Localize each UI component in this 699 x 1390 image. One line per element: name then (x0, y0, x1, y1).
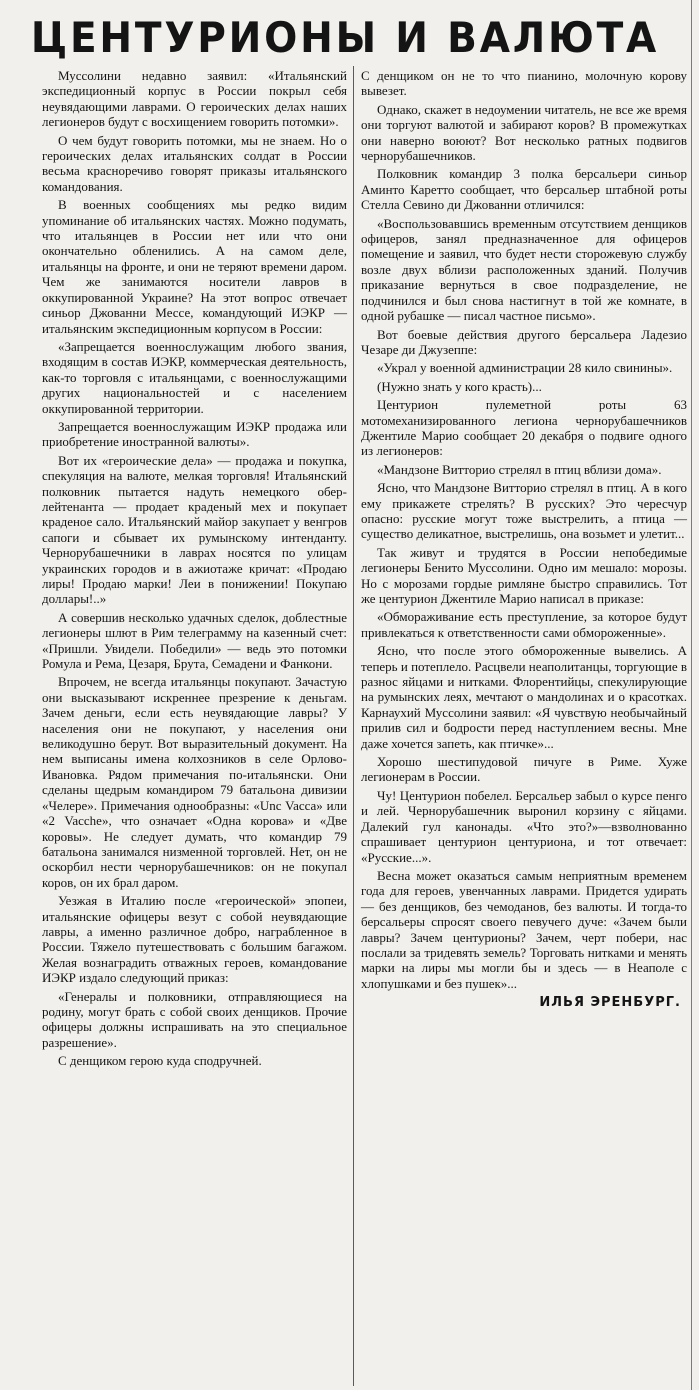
paragraph: А совершив несколько удачных сделок, доблестные легионеры шлют в Рим телеграмму на казенный счет: «Пришли. Увидели. Победили» — ведь это потомки Ромула и Рема, Цезаря, Брута, Семадени и Фанкони. (42, 609, 347, 672)
left-column (42, 68, 347, 1072)
paragraph: Хорошо шестипудовой пичуге в Риме. Хуже легионерам в России. (361, 754, 687, 785)
paragraph: О чем будут говорить потомки, мы не знаем. Но о героических делах итальянских солдат в России весьма красноречиво говорят приказы итальянского командования. (42, 132, 347, 194)
paragraph: Однако, скажет в недоумении читатель, не все же время они торгуют валютой и забирают коров? В промежутках они наверно воюют? Вот несколько ратных подвигов чернорубашечников. (361, 101, 687, 164)
page-edge-rule (691, 0, 692, 1390)
paragraph: «Обмораживание есть преступление, за которое будут привлекаться к ответственности сами обмороженные». (361, 609, 687, 640)
paragraph: С денщиком герою куда сподручней. (58, 1053, 262, 1069)
paragraph: С денщиком он не то что пианино, молочную корову вывезет. (361, 68, 687, 99)
paragraph: Запрещается военнослужащим ИЭКР продажа или приобретение иностранной валюты». (42, 418, 347, 450)
paragraph: Чу! Центурион побелел. Берсальер забыл о курсе пенго и лей. Чернорубашечник выронил корзину с яйцами. Далекий гул канонады. «Что это?»—взволнованно спрашивает центурион центуриона, и тот отвечает: «Русские...». (361, 787, 687, 865)
paragraph: Впрочем, не всегда итальянцы покупают. Зачастую они высказывают искреннее презрение к деньгам. Зачем деньги, если есть неувядающие лавры? У населения они не покупают, у населения они великодушно берут. Вот выразительный документ. На нем выписаны имена колхозников в селе Орлово-Ивановка. Рядом примечания по-итальянски. Они сделаны щедрым командиром 79 батальона дивизии «Челере». Примечания однообразны: «Unc Vacca» или «2 Vacche», что означает «Одна корова» и «Две коровы». Не следует думать, что командир 79 батальона занимался низменной торговлей. Нет, он не оскорбил нести чернорубашечников: он не покупал коров, он их брал даром. (42, 674, 347, 890)
paragraph: «Украл у военной администрации 28 кило свинины». (377, 360, 673, 376)
paragraph: «Генералы и полковники, отправляющиеся на родину, могут брать с собой своих денщиков. Прочие офицеры должны испрашивать на это специальное разрешение». (42, 988, 347, 1050)
headline: ЦЕНТУРИОНЫ И ВАЛЮТА (30, 13, 660, 62)
paragraph: «Мандзоне Витторио стрелял в птиц вблизи дома». (377, 461, 662, 477)
column-divider (353, 66, 354, 1386)
paragraph: Полковник командир 3 полка берсальери синьор Аминто Каретто сообщает, что берсальер штабной роты Стелла Севино ди Джованни отличился: (361, 166, 687, 213)
paragraph: Ясно, что Мандзоне Витторио стрелял в птиц. А в кого ему прикажете стрелять? В русских? Это чересчур опасно: русские могут тоже выстрелить, а птица — существо деликатное, выстрелишь, она возьмет и улетит... (361, 480, 687, 542)
paragraph: Муссолини недавно заявил: «Итальянский экспедиционный корпус в России покрыл себя неувядающими лаврами. О героических делах наших легионеров будут с восхищением говорить потомки». (42, 68, 347, 130)
author-signature: ИЛЬЯ ЭРЕНБУРГ. (539, 995, 681, 1011)
paragraph: Весна может оказаться самым неприятным временем года для героев, увенчанных лаврами. Придется удирать — без денщиков, без чемоданов, без валюты. И тогда-то берсальеры спросят своего певучего дуче: «Зачем были лавры? Зачем центурионы? Зачем, черт побери, нас послали за тридевять земель? Торговать нитками и менять марки на лиры мы могли бы и здесь — в Неаполе с хлопушками и без пушек»... (361, 867, 687, 991)
paragraph: «Запрещается военнослужащим любого звания, входящим в состав ИЭКР, коммерческая деятельность, как-то торговля с итальянцами, с военнослужащими других национальностей и с населением оккупированной территории. (42, 338, 347, 416)
paragraph: Уезжая в Италию после «героической» эпопеи, итальянские офицеры везут с собой неувядающие лавры, а именно различное добро, награбленное в России. Тяжело путешествовать с большим багажом. Желая вознаградить отважных героев, командование ИЭКР издало следующий приказ: (42, 893, 347, 986)
paragraph: Ясно, что после этого обмороженные вывелись. А теперь и потеплело. Расцвели неаполитанцы, торгующие в разнос яйцами и нитками. Флорентийцы, спекулирующие на румынских леях, мечтают о мандолинах и о красотках. Карнаухий Муссолини заявил: «Я чувствую необычайный прилив сил и бодрости перед наступлением весны. Мне даже хочется запеть, как птичке»... (361, 643, 687, 751)
paragraph: (Нужно знать у кого красть)... (377, 378, 542, 394)
paragraph: «Воспользовавшись временным отсутствием денщиков офицеров, занял предназначенное для офицеров помещение и заявил, что будет нести сторожевую службу возле двух вблизи расположенных зданий. Получив приказание вернуться в свое подразделение, не подчинился и был снова настигнут в той же комнате, в одной рубашке — писал частное письмо». (361, 215, 687, 324)
paragraph: Так живут и трудятся в России непобедимые легионеры Бенито Муссолини. Одно им мешало: морозы. Но с морозами гордые римляне быстро справились. Тот же центурион Джентиле Марио написал в приказе: (361, 544, 687, 606)
right-column (361, 68, 687, 1011)
paragraph: В военных сообщениях мы редко видим упоминание об итальянских частях. Можно подумать, что итальянцев в России нет или что они окончательно обленились. А на самом деле, итальянцы на фронте, и они не теряют времени даром. Чем же занимаются носители лавров в оккупированной Украине? На этот вопрос отвечает синьор Джованни Мессе, командующий ИЭКР — итальянским экспедиционным корпусом в России: (42, 197, 347, 336)
paragraph: Вот их «героические дела» — продажа и покупка, спекуляция на валюте, мелкая торговля! Итальянский полковник пытается надуть немецкого обер-лейтенанта — продает краденый мех и покупает краденое сало. Итальянский майор закупает у венгров сапоги и сбывает их румынскому интенданту. Чернорубашечники в лаврах носятся по улицам украинских городов и в ажиотаже кричат: «Продаю лиры! Продаю марки! Леи в понижении! Покупаю доллары!..» (42, 452, 347, 607)
paragraph: Вот боевые действия другого берсальера Ладезио Чезаре ди Джузеппе: (361, 326, 687, 357)
paragraph: Центурион пулеметной роты 63 мотомеханизированного легиона чернорубашечников Джентиле Марио сообщает 20 декабря о подвиге одного из легионеров: (361, 397, 687, 459)
